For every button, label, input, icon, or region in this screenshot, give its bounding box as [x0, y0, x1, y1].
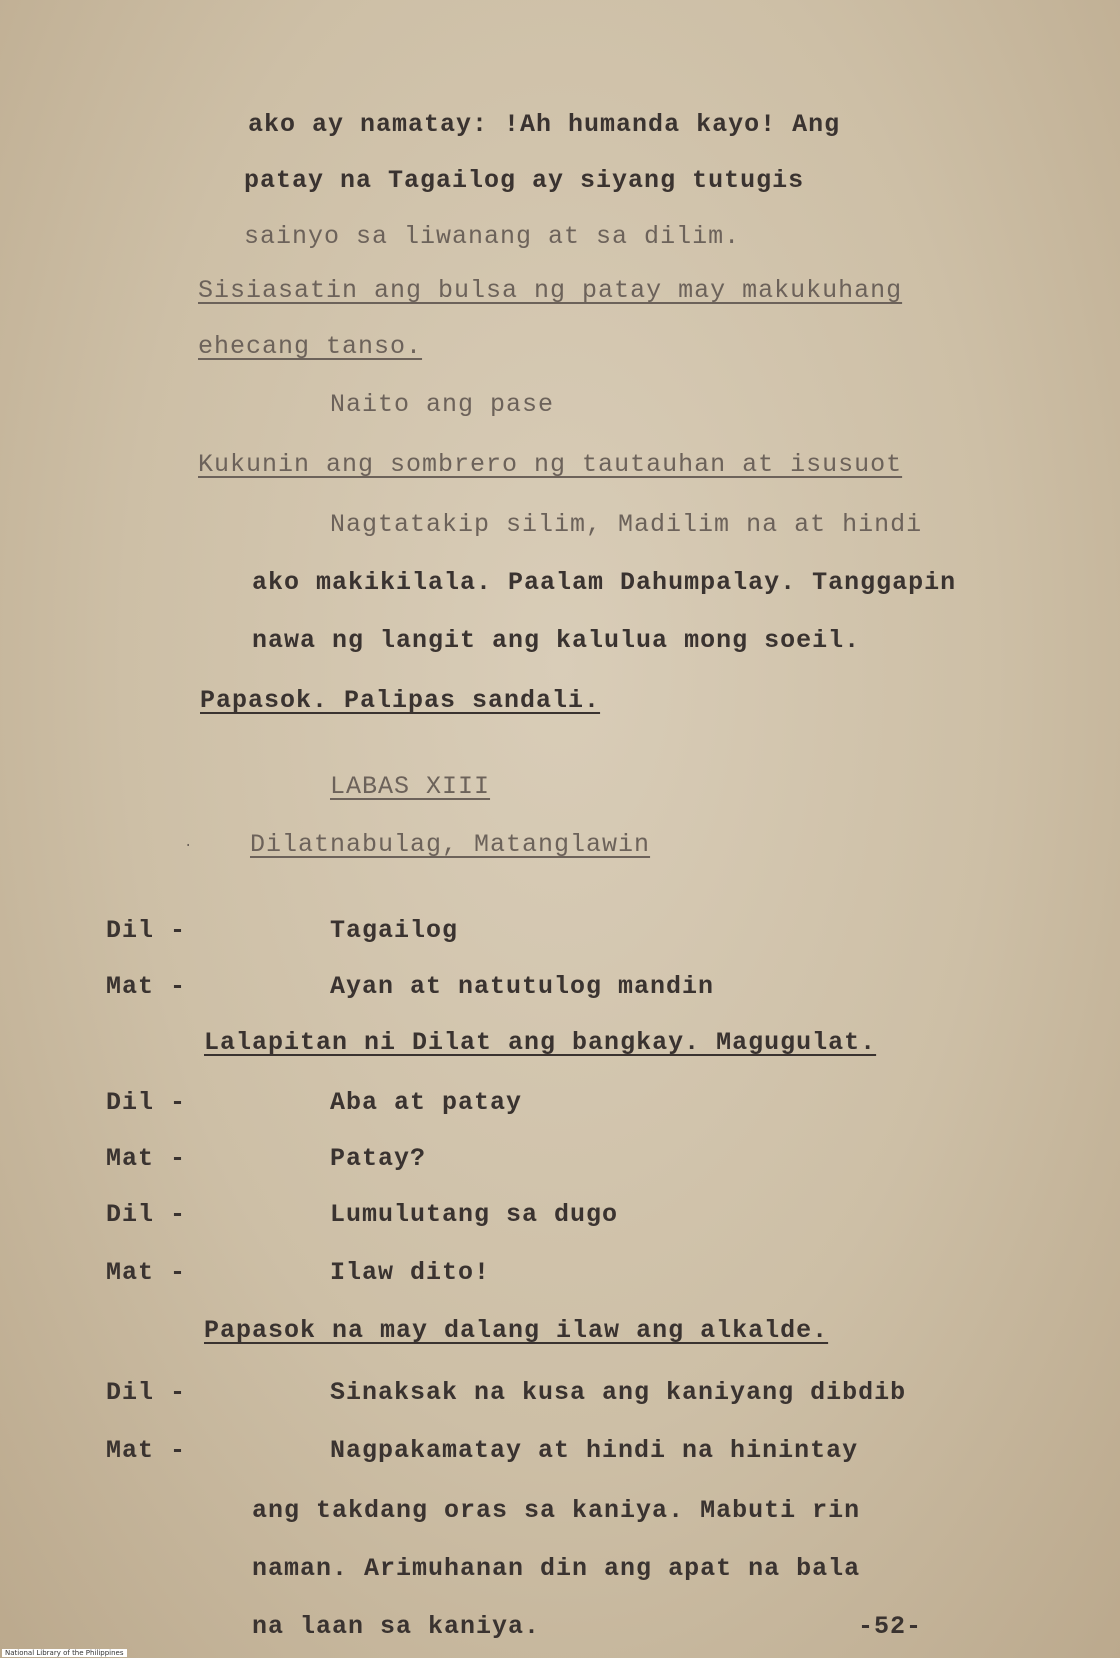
speaker-label: Dil -	[106, 1378, 187, 1407]
stage-direction: Papasok na may dalang ilaw ang alkalde.	[204, 1316, 829, 1345]
dialogue-line: Sinaksak na kusa ang kaniyang dibdib	[330, 1378, 907, 1407]
speaker-label: Mat -	[106, 1436, 187, 1465]
stage-direction: Lalapitan ni Dilat ang bangkay. Magugulat.	[204, 1028, 877, 1057]
speaker-label: Mat -	[106, 1258, 187, 1287]
dialogue-line: Tagailog	[330, 916, 459, 945]
stage-direction: Kukunin ang sombrero ng tautauhan at isusuot	[198, 450, 903, 479]
text-line: Naito ang pase	[330, 390, 555, 419]
footer-credit: National Library of the Philippines	[2, 1649, 127, 1657]
dialogue-line: Aba at patay	[330, 1088, 523, 1117]
text-line: sainyo sa liwanang at sa dilim.	[244, 222, 741, 251]
speaker-label: Dil -	[106, 1200, 187, 1229]
speaker-label: Mat -	[106, 972, 187, 1001]
stage-direction: Papasok. Palipas sandali.	[200, 686, 601, 715]
speaker-label: Mat -	[106, 1144, 187, 1173]
text-line: ako makikilala. Paalam Dahumpalay. Tanggapin	[252, 568, 957, 597]
text-line: nawa ng langit ang kalulua mong soeil.	[252, 626, 861, 655]
dialogue-continuation: naman. Arimuhanan din ang apat na bala	[252, 1554, 861, 1583]
text-line: ako ay namatay: !Ah humanda kayo! Ang	[248, 110, 841, 139]
dialogue-line: Patay?	[330, 1144, 427, 1173]
stage-direction: ehecang tanso.	[198, 332, 423, 361]
dialogue-line: Ilaw dito!	[330, 1258, 491, 1287]
scene-heading: LABAS XIII	[330, 772, 491, 801]
ink-speck: ·	[184, 838, 193, 854]
dialogue-line: Nagpakamatay at hindi na hinintay	[330, 1436, 859, 1465]
dialogue-line: Lumulutang sa dugo	[330, 1200, 619, 1229]
stage-direction: Sisiasatin ang bulsa ng patay may makukuhang	[198, 276, 903, 305]
speaker-label: Dil -	[106, 1088, 187, 1117]
scene-characters: Dilatnabulag, Matanglawin	[250, 830, 651, 859]
dialogue-continuation: ang takdang oras sa kaniya. Mabuti rin	[252, 1496, 861, 1525]
page-number: -52-	[858, 1612, 923, 1641]
text-line: Nagtatakip silim, Madilim na at hindi	[330, 510, 923, 539]
text-line: patay na Tagailog ay siyang tutugis	[244, 166, 805, 195]
dialogue-line: Ayan at natutulog mandin	[330, 972, 715, 1001]
dialogue-continuation: na laan sa kaniya.	[252, 1612, 541, 1641]
speaker-label: Dil -	[106, 916, 187, 945]
